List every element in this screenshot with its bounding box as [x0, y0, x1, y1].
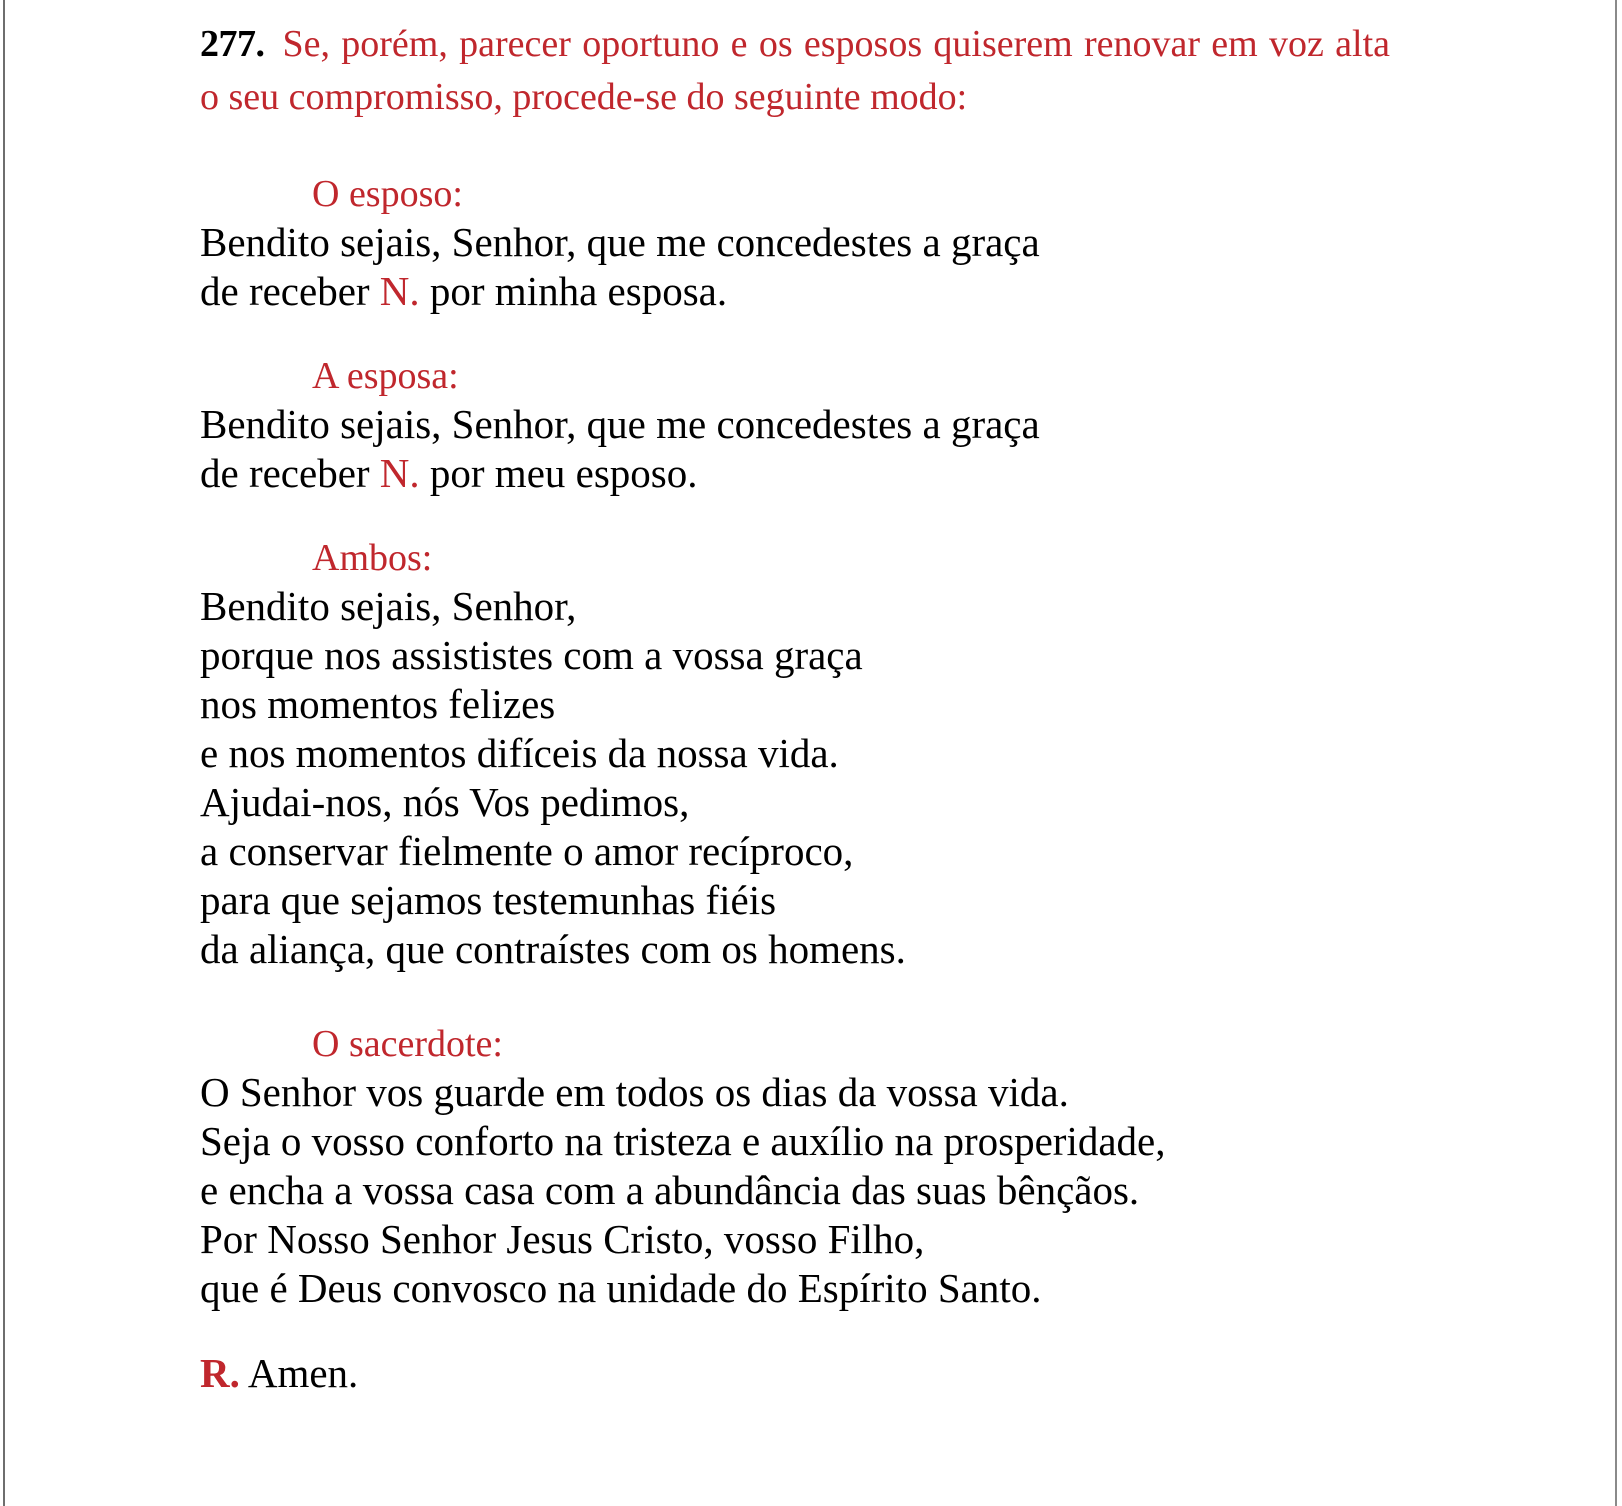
spacer [200, 316, 1442, 352]
spoken-line [200, 631, 1442, 680]
spoken-line [200, 267, 1442, 316]
spoken-line [200, 729, 1442, 778]
rubric-paragraph [200, 18, 1390, 124]
rubric-text: Se, porém, parecer oportuno e os esposos quiserem renovar em voz alta o seu compromisso, procede-se do seguinte modo: [200, 23, 1390, 118]
spoken-lines-groom [200, 218, 1442, 316]
spoken-line [200, 876, 1442, 925]
line-text: que é Deus convosco na unidade do Espírito Santo. [200, 1265, 1042, 1311]
line-text: Por Nosso Senhor Jesus Cristo, vosso Filho, [200, 1216, 925, 1262]
spoken-line [200, 1117, 1442, 1166]
section-bride [200, 352, 1442, 498]
line-text: e encha a vossa casa com a abundância das suas bênçãos. [200, 1167, 1140, 1213]
spoken-line [200, 449, 1442, 498]
line-text: Bendito sejais, Senhor, que me concedestes a graça [200, 401, 1040, 447]
spoken-line [200, 680, 1442, 729]
line-text: e nos momentos difíceis da nossa vida. [200, 730, 839, 776]
line-text: Bendito sejais, Senhor, que me concedestes a graça [200, 219, 1040, 265]
spoken-lines-both [200, 582, 1442, 974]
spoken-lines-priest [200, 1068, 1442, 1313]
name-placeholder: N. [379, 268, 420, 314]
line-text: nos momentos felizes [200, 681, 556, 727]
line-text: porque nos assististes com a vossa graça [200, 632, 863, 678]
rubric-number: 277. [200, 23, 265, 65]
spoken-line [200, 925, 1442, 974]
line-text: para que sejamos testemunhas fiéis [200, 877, 777, 923]
section-priest [200, 1020, 1442, 1313]
spoken-line [200, 1264, 1442, 1313]
response-text: Amen. [239, 1350, 359, 1396]
line-text: Ajudai-nos, nós Vos pedimos, [200, 779, 690, 825]
line-text-tail: por meu esposo. [419, 450, 698, 496]
speaker-label-priest: O sacerdote: [312, 1023, 503, 1065]
spacer [200, 124, 1442, 170]
line-text: Bendito sejais, Senhor, [200, 583, 577, 629]
speaker-label-bride: A esposa: [312, 355, 459, 397]
line-text: O Senhor vos guarde em todos os dias da vossa vida. [200, 1069, 1069, 1115]
response-mark: R. [200, 1350, 240, 1396]
spoken-line [200, 827, 1442, 876]
line-text: de receber [200, 268, 380, 314]
spacer [200, 974, 1442, 1020]
section-both [200, 534, 1442, 974]
line-text: de receber [200, 450, 380, 496]
spoken-line [200, 1215, 1442, 1264]
line-text-tail: por minha esposa. [419, 268, 728, 314]
spoken-line [200, 778, 1442, 827]
response-line [200, 1349, 1442, 1398]
spoken-lines-bride [200, 400, 1442, 498]
line-text: da aliança, que contraístes com os homens. [200, 926, 906, 972]
speaker-label-groom: O esposo: [312, 173, 463, 215]
spoken-line [200, 1068, 1442, 1117]
spoken-line [200, 582, 1442, 631]
spoken-line [200, 400, 1442, 449]
name-placeholder: N. [379, 450, 420, 496]
speaker-label-both: Ambos: [312, 537, 433, 579]
line-text: a conservar fielmente o amor recíproco, [200, 828, 854, 874]
spacer [200, 1313, 1442, 1349]
line-text: Seja o vosso conforto na tristeza e auxílio na prosperidade, [200, 1118, 1166, 1164]
spacer [200, 498, 1442, 534]
spoken-line [200, 1166, 1442, 1215]
section-groom [200, 170, 1442, 316]
spoken-line [200, 218, 1442, 267]
